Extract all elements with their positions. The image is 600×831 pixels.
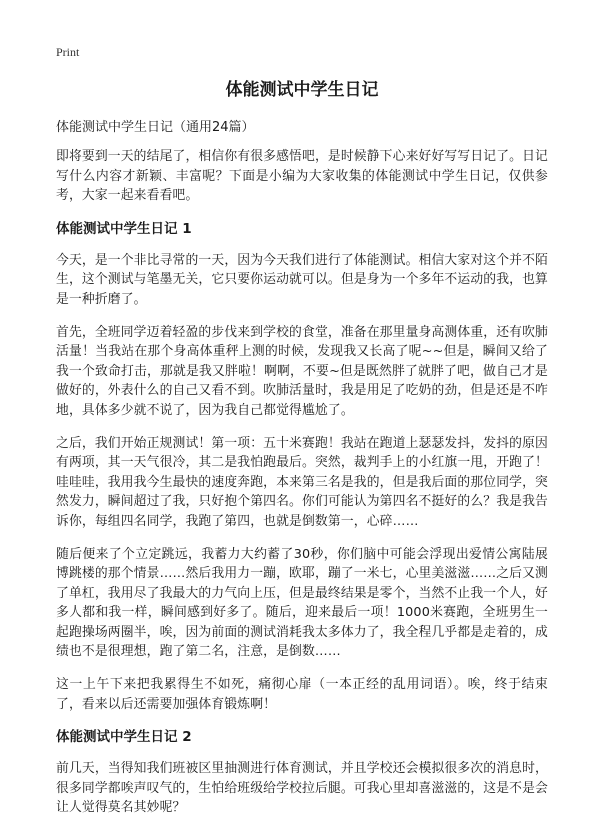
subtitle: 体能测试中学生日记（通用24篇） — [56, 120, 255, 135]
page-title: 体能测试中学生日记 — [225, 80, 379, 100]
paragraph: 前几天，当得知我们班被区里抽测进行体育测试，并且学校还会模拟很多次的消息时，很多同学都唉声叹气的，生怕给班级给学校拉后腿。可我心里却喜滋滋的，这是不是会让人觉得莫名其妙呢？ — [56, 761, 548, 816]
paragraph: 之后，我们开始正规测试！第一项：五十米赛跑！我站在跑道上瑟瑟发抖，发抖的原因有两项，其一天气很冷，其二是我怕跑最后。突然，裁判手上的小红旗一甩，开跑了！哇哇哇，我用我今生最快的速度奔跑，本来第三名是我的，但是我后面的那位同学，突然发力，瞬间超过了我，只好抱个第四名。你们可能认为第四名不挺好的么？我是我告诉你，每组四名同学，我跑了第四，也就是倒数第一，心碎…… — [56, 435, 548, 529]
section-heading-2: 体能测试中学生日记 2 — [56, 729, 192, 746]
paragraph: 首先，全班同学迈着轻盈的步伐来到学校的食堂，准备在那里量身高测体重，还有吹肺活量！当我站在那个身高体重秤上测的时候，发现我又长高了呢~~但是，瞬间又给了我一个致命打击，那就是我又胖啦！啊啊，不要~但是既然胖了就胖了吧，做自己才是做好的，外表什么的自己又看不到。吹肺活量时，我是用足了吃奶的劲，但是还是不咋地，具体多少就不说了，因为我自己都觉得尴尬了。 — [56, 324, 548, 418]
paragraph: 今天，是一个非比寻常的一天，因为今天我们进行了体能测试。相信大家对这个并不陌生，这个测试与笔墨无关，它只要你运动就可以。但是身为一个多年不运动的我，也算是一种折磨了。 — [56, 252, 548, 307]
paragraph: 随后便来了个立定跳远，我蓄力大约蓄了30秒，你们脑中可能会浮现出爱情公寓陆展博跳楼的那个情景……然后我用力一蹦，欧耶，蹦了一米七，心里美滋滋……之后又测了单杠，我用尽了我最大的力气向上压，但是最终结果是零个，当然不止我一个人，好多人都和我一样，瞬间感到好多了。随后，迎来最后一项！1000米赛跑，全班男生一起跑操场两圈半，唉，因为前面的测试消耗我太多体力了，我全程几乎都是走着的，成绩也不是很理想，跑了第二名，注意，是倒数…… — [56, 546, 548, 660]
paragraph: 这一上午下来把我累得生不如死，痛彻心扉（一本正经的乱用词语）。唉，终于结束了，看来以后还需要加强体育锻炼啊！ — [56, 677, 548, 712]
article — [56, 78, 548, 831]
section-heading-1: 体能测试中学生日记 1 — [56, 220, 192, 237]
intro-paragraph: 即将要到一天的结尾了，相信你有很多感悟吧，是时候静下心来好好写写日记了。日记写什么内容才新颖、丰富呢？下面是小编为大家收集的体能测试中学生日记，仅供参考，大家一起来看看吧。 — [56, 149, 548, 204]
print-link[interactable]: Print — [56, 45, 80, 59]
